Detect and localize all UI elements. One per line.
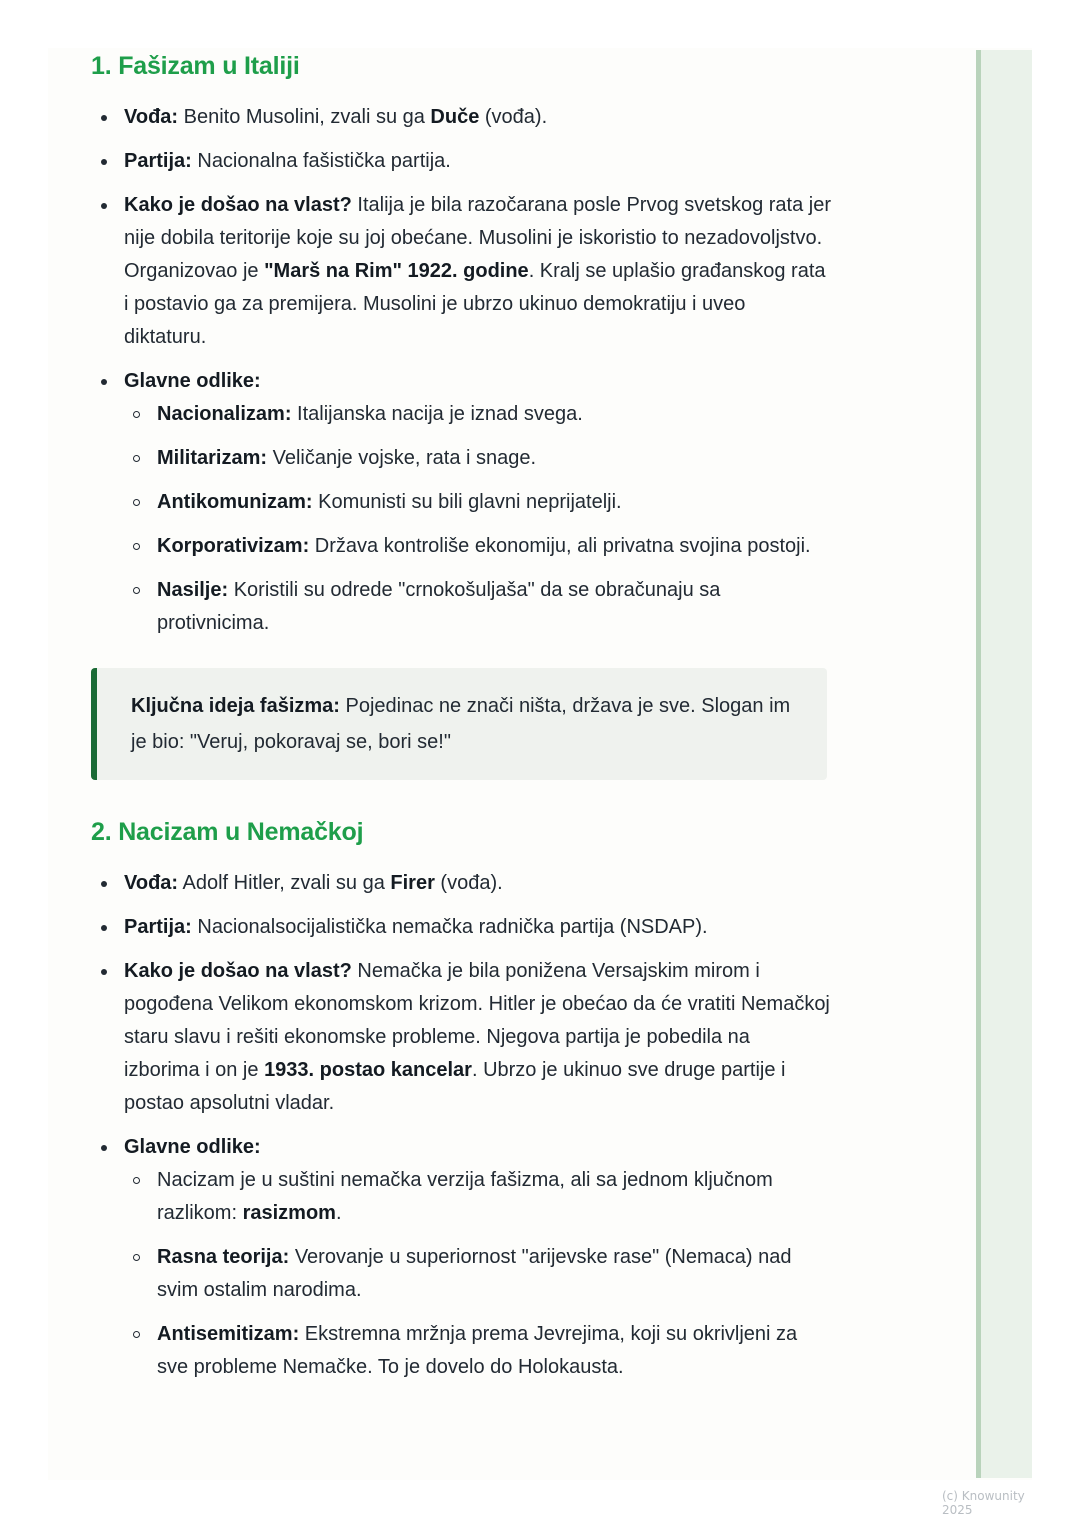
label: Nacionalizam: <box>157 403 292 425</box>
features-sublist <box>124 1164 831 1384</box>
sublist-item <box>124 530 831 563</box>
label: Vođa: <box>124 872 179 894</box>
label: Antisemitizam: <box>157 1323 300 1345</box>
text: Pojedinac ne znači ništa, država je sve. Slogan im je bio: "Veruj, pokoravaj se, bori se!" <box>131 695 791 753</box>
sublist-item <box>124 574 831 640</box>
text: Verovanje u superiornost "arijevske rase" (Nemaca) nad svim ostalim narodima. <box>157 1246 792 1301</box>
label: Partija: <box>124 150 192 172</box>
label: Kako je došao na vlast? <box>124 960 352 982</box>
fascism-list <box>91 101 831 640</box>
key-idea-callout <box>91 668 827 780</box>
sublist-item <box>124 486 831 519</box>
text: Komunisti su bili glavni neprijatelji. <box>312 491 622 513</box>
list-item-rise-to-power <box>91 955 831 1120</box>
sublist-item <box>124 1241 831 1307</box>
text: . Ubrzo je ukinuo sve druge partije i postao apsolutni vladar. <box>124 1059 786 1114</box>
text: (vođa). <box>434 872 503 894</box>
text: Benito Musolini, zvali su ga <box>178 106 431 128</box>
list-item-party <box>91 145 831 178</box>
label: Glavne odlike: <box>124 370 261 392</box>
label: Korporativizam: <box>157 535 310 557</box>
list-item-rise-to-power <box>91 189 831 354</box>
label: Nasilje: <box>157 579 229 601</box>
label: Vođa: <box>124 106 179 128</box>
list-item-leader <box>91 867 831 900</box>
bold-term: rasizmom <box>242 1202 336 1224</box>
list-item-leader <box>91 101 831 134</box>
text: (vođa). <box>479 106 548 128</box>
text: Ekstremna mržnja prema Jevrejima, koji su okrivljeni za sve probleme Nemačke. To je dovelo do Holokausta. <box>157 1323 798 1378</box>
sublist-item <box>124 1164 831 1230</box>
text: Adolf Hitler, zvali su ga <box>178 872 391 894</box>
copyright-footer: (c) Knowunity 2025 <box>942 1489 1025 1517</box>
list-item-main-features <box>91 1131 831 1384</box>
sublist-item <box>124 442 831 475</box>
label: Partija: <box>124 916 192 938</box>
label: Kako je došao na vlast? <box>124 194 352 216</box>
bold-term: 1933. postao kancelar <box>264 1059 472 1081</box>
text: Koristili su odrede "crnokošuljaša" da se obračunaju sa protivnicima. <box>157 579 721 634</box>
nazism-list <box>91 867 831 1384</box>
list-item-main-features <box>91 365 831 640</box>
text: Nacionalsocijalistička nemačka radnička partija (NSDAP). <box>191 916 708 938</box>
text: Italijanska nacija je iznad svega. <box>291 403 583 425</box>
text: Nemačka je bila ponižena Versajskim mirom i pogođena Velikom ekonomskom krizom. Hitler je obećao da će vratiti Nemačkoj staru slavu i rešiti ekonomske probleme. Njegova partija je pobedila na izborima i on je <box>124 960 830 1081</box>
text: Nacizam je u suštini nemačka verzija fašizma, ali sa jednom ključnom razlikom: <box>157 1169 773 1224</box>
sublist-item <box>124 398 831 431</box>
text: Italija je bila razočarana posle Prvog svetskog rata jer nije dobila teritorije koje su joj obećane. Musolini je iskoristio to nezadovoljstvo. Organizovao je <box>124 194 831 282</box>
content <box>91 48 831 1395</box>
bold-term: "Marš na Rim" 1922. godine <box>264 260 529 282</box>
text: . Kralj se uplašio građanskog rata i postavio ga za premijera. Musolini je ubrzo ukinuo demokratiju i uveo diktaturu. <box>124 260 826 348</box>
list-item-party <box>91 911 831 944</box>
text: Država kontroliše ekonomiju, ali privatna svojina postoji. <box>309 535 811 557</box>
section-title-fascism: 1. Fašizam u Italiji <box>91 52 300 80</box>
label: Antikomunizam: <box>157 491 313 513</box>
label: Ključna ideja fašizma: <box>131 695 340 717</box>
text: . <box>335 1202 342 1224</box>
document-page <box>48 48 1032 1517</box>
features-sublist <box>124 398 831 640</box>
text: Nacionalna fašistička partija. <box>191 150 451 172</box>
bold-term: Firer <box>390 872 435 894</box>
label: Glavne odlike: <box>124 1136 261 1158</box>
bold-term: Duče <box>430 106 480 128</box>
label: Rasna teorija: <box>157 1246 290 1268</box>
side-panel <box>976 50 1032 1478</box>
text: Veličanje vojske, rata i snage. <box>267 447 537 469</box>
sublist-item <box>124 1318 831 1384</box>
section-title-nazism: 2. Nacizam u Nemačkoj <box>91 818 364 846</box>
label: Militarizam: <box>157 447 268 469</box>
